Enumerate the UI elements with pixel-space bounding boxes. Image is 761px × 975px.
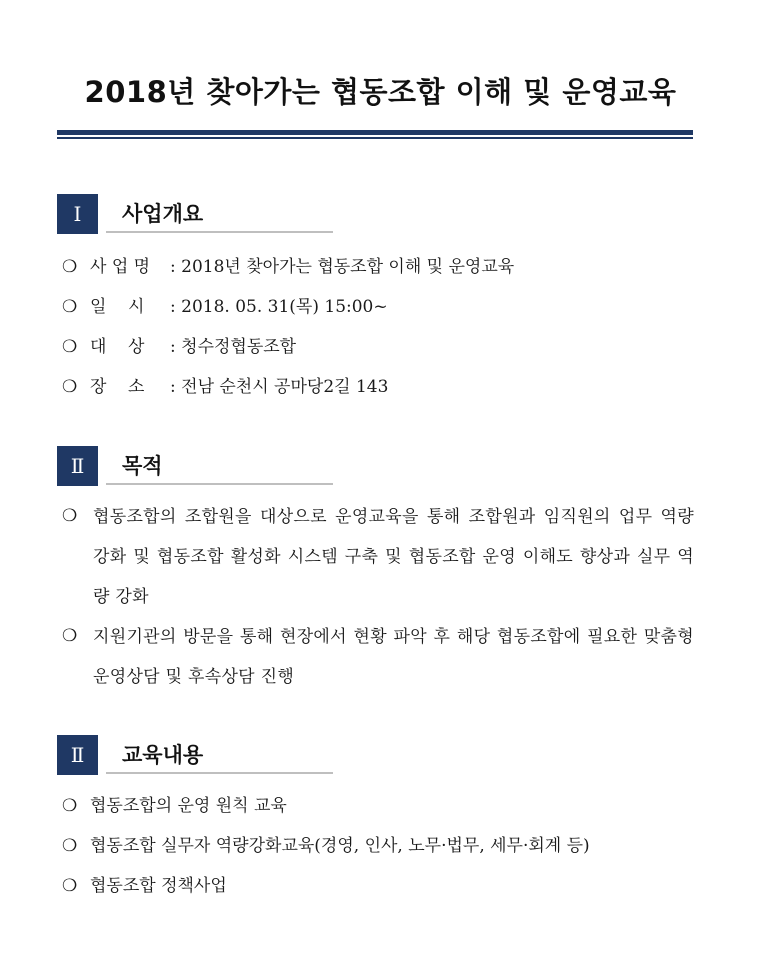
section-2-header [57, 446, 297, 486]
section-3-underline [106, 772, 333, 774]
overview-item-date [62, 292, 388, 317]
overview-item-place [62, 372, 388, 397]
item-value: 2018년 찾아가는 협동조합 이해 및 운영교육 [181, 257, 515, 277]
item-value: 전남 순천시 공마당2길 143 [181, 377, 389, 397]
item-text: 협동조합 정책사업 [90, 876, 227, 896]
item-text: 협동조합의 운영 원칙 교육 [90, 796, 287, 816]
overview-item-target [62, 332, 296, 357]
section-1-header [57, 194, 297, 234]
item-label: 대 상 [90, 337, 145, 357]
section-2-underline [106, 483, 333, 485]
content-item-1 [62, 791, 287, 816]
item-sep: : [170, 297, 176, 317]
item-sep: : [170, 257, 176, 277]
section-1-underline [106, 231, 333, 233]
section-3-title: 교육내용 [122, 743, 204, 767]
item-label: 사 업 명 [90, 257, 151, 277]
section-3-number: Ⅱ [57, 735, 98, 775]
title-rule-thin [57, 137, 693, 139]
section-3-header [57, 735, 297, 775]
item-label: 일 시 [90, 297, 145, 317]
title-rule-thick [57, 130, 693, 135]
purpose-text-1: 협동조합의 조합원을 대상으로 운영교육을 통해 조합원과 임직원의 업무 역량 강화 및 협동조합 활성화 시스템 구축 및 협동조합 운영 이해도 향상과 실무 역량 강화 [93, 507, 694, 607]
bullet-icon: ❍ [62, 377, 78, 397]
item-sep: : [170, 337, 176, 357]
section-2-title: 목적 [122, 454, 163, 478]
item-value: 청수정협동조합 [181, 337, 297, 357]
purpose-item-2 [62, 617, 694, 697]
bullet-icon: ❍ [62, 796, 78, 816]
bullet-icon: ❍ [62, 836, 78, 856]
overview-item-name [62, 252, 514, 277]
bullet-icon: ❍ [62, 297, 78, 317]
bullet-icon: ❍ [62, 257, 78, 277]
section-2-number: Ⅱ [57, 446, 98, 486]
purpose-item-1 [62, 497, 694, 617]
page-title: 2018년 찾아가는 협동조합 이해 및 운영교육 [84, 75, 677, 109]
item-sep: : [170, 377, 176, 397]
content-item-3 [62, 871, 227, 896]
purpose-text-2: 지원기관의 방문을 통해 현장에서 현황 파악 후 해당 협동조합에 필요한 맞춤형 운영상담 및 후속상담 진행 [93, 627, 694, 687]
section-1-title: 사업개요 [122, 202, 204, 226]
bullet-icon: ❍ [62, 876, 78, 896]
item-value: 2018. 05. 31(목) 15:00~ [181, 297, 388, 317]
item-label: 장 소 [90, 377, 145, 397]
content-item-2 [62, 831, 590, 856]
bullet-icon: ❍ [62, 337, 78, 357]
section-1-number: Ⅰ [57, 194, 98, 234]
bullet-icon: ❍ [62, 506, 78, 526]
item-text: 협동조합 실무자 역량강화교육(경영, 인사, 노무·법무, 세무·회계 등) [90, 836, 590, 856]
bullet-icon: ❍ [62, 626, 78, 646]
